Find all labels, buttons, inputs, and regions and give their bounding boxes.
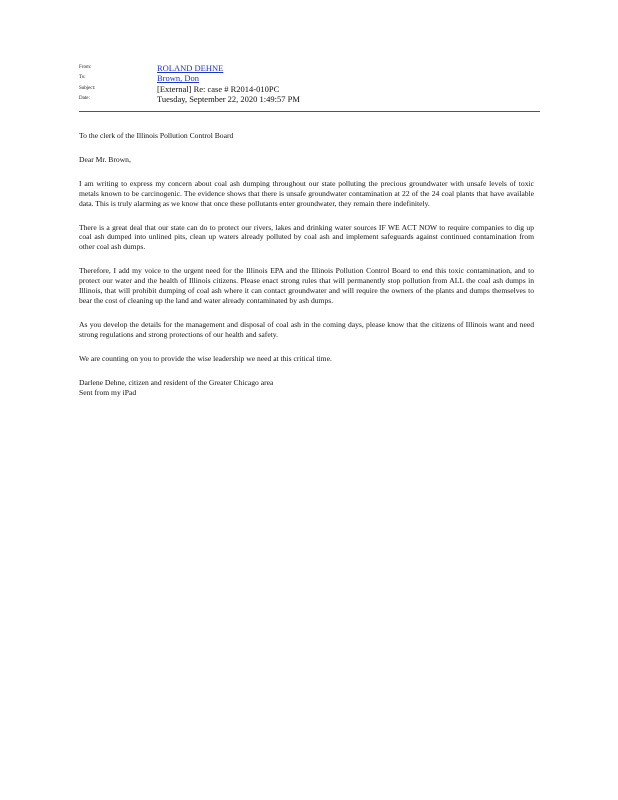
sent-from: Sent from my iPad bbox=[79, 387, 137, 397]
paragraph: As you develop the details for the management and disposal of coal ash in the coming days, please know that the citizens of Illinois want and need strong regulations and strong protections of our health and safety. bbox=[79, 319, 534, 339]
letter-body bbox=[79, 131, 534, 397]
signature: Darlene Dehne, citizen and resident of the Greater Chicago area bbox=[79, 377, 274, 387]
to-label: To: bbox=[79, 75, 86, 81]
date-label: Date: bbox=[79, 95, 90, 101]
from-label: From: bbox=[79, 65, 92, 70]
from-value[interactable]: ROLAND DEHNE bbox=[157, 63, 224, 73]
header-divider bbox=[79, 111, 540, 112]
date-value: Tuesday, September 22, 2020 1:49:57 PM bbox=[157, 93, 300, 104]
addressee-line: To the clerk of the Illinois Pollution Control Board bbox=[79, 131, 234, 140]
to-value[interactable]: Brown, Don bbox=[157, 73, 200, 84]
paragraph: I am writing to express my concern about coal ash dumping throughout our state polluting the precious groundwater with unsafe levels of toxic metals known to be carcinogenic. The evidence shows that there is unsafe groundwater contamination at 22 of the 24 coal plants that have available data. This is truly alarming as we know that once these pollutants enter groundwater, they remain there indefinitely. bbox=[79, 178, 534, 208]
paragraph: We are counting on you to provide the wise leadership we need at this critical time. bbox=[79, 353, 332, 363]
greeting: Dear Mr. Brown, bbox=[79, 154, 131, 164]
paragraph: Therefore, I add my voice to the urgent need for the Illinois EPA and the Illinois Pollution Control Board to end this toxic contamination, and to protect our water and the health of Illinois citizens. Please enact strong rules that will permanently stop pollution from ALL the coal ash dumps in Illinois, that will prohibit dumping of coal ash where it can contact groundwater and will require the owners of the plants and dumps themselves to bear the cost of cleaning up the land and water already contaminated by ash dumps. bbox=[79, 266, 534, 305]
subject-label: Subject: bbox=[79, 85, 96, 91]
subject-value: [External] Re: case # R2014-010PC bbox=[157, 83, 280, 94]
paragraph: There is a great deal that our state can do to protect our rivers, lakes and drinking water sources IF WE ACT NOW to require companies to dig up coal ash dumped into unlined pits, clean up waters already polluted by coal ash and implement safeguards against continued contamination from other coal ash dumps. bbox=[79, 222, 534, 252]
email-header bbox=[79, 63, 557, 104]
